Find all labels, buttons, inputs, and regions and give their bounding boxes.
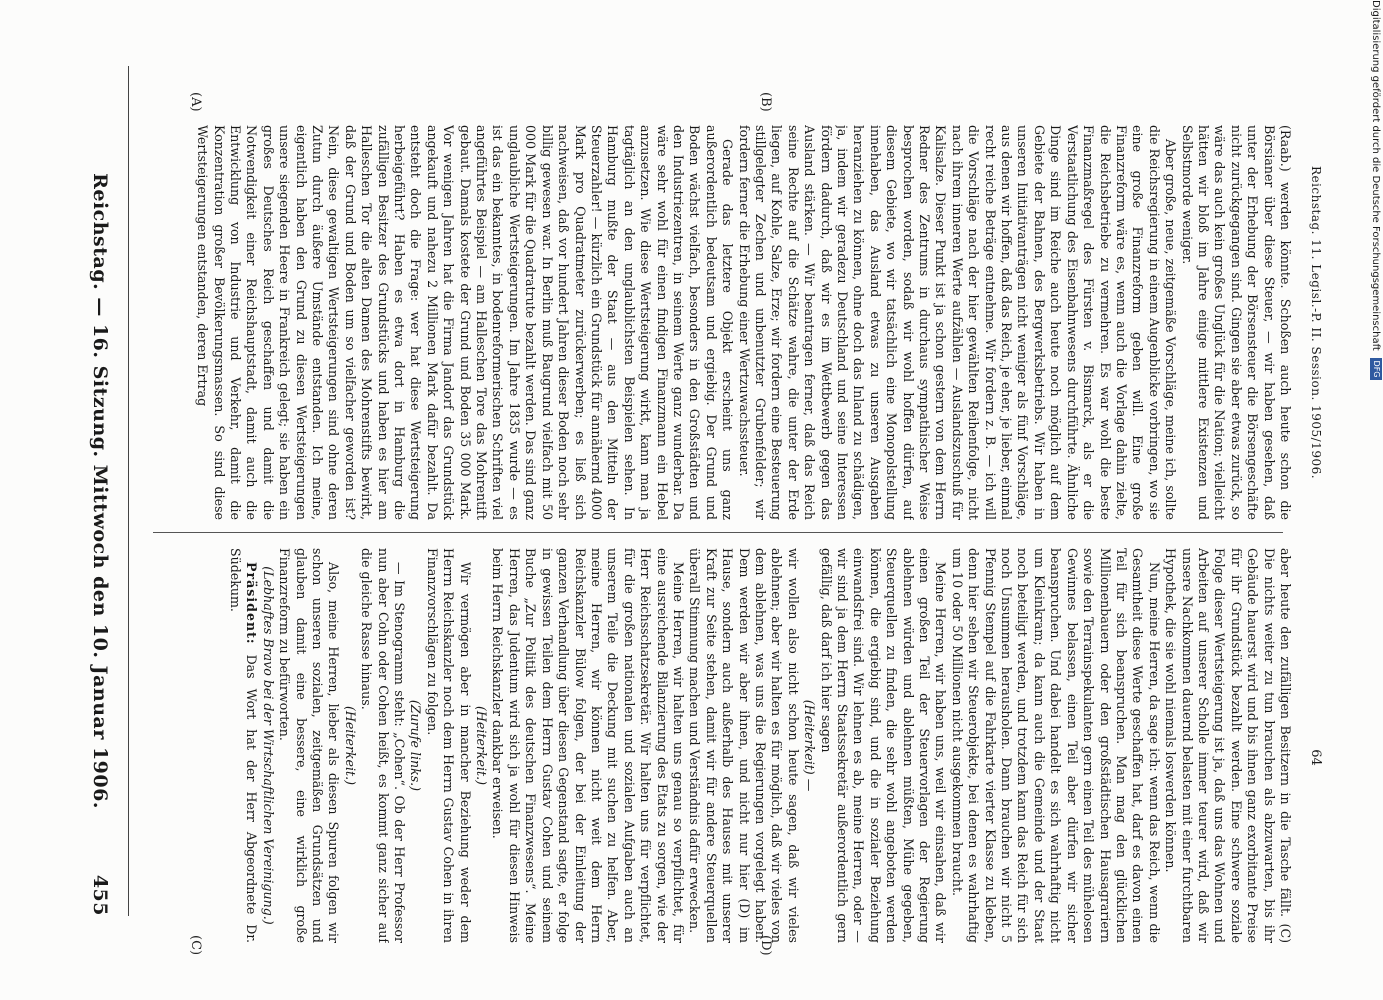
paragraph: Gerade das letztere Objekt erscheint uns ganz außerordentlich bedeutsam und ergiebig. Der Grund und Boden wächst vielfach, besonders in den Großstädten und den Industriezentren, in seinem Werte ganz wunderbar. Da wäre sehr wohl für einen findigen Finanzmann ein Hebel anzusetzen. Wie diese Wertsteigerung wirkt, kann man ja tagtäglich an den unglaublichsten Beispielen sehen. In Hamburg mußte der Staat — aus den Mitteln der Steuerzahler! — kürzlich ein Grundstück für annähernd 4000 Mark pro Quadratmeter zurückerwerben; es ließ sich nachweisen, daß vor hundert Jahren dieser Boden noch sehr billig gewesen war. In Berlin muß Baugrund vielfach mit 50 000 Mark für die Quadratrute bezahlt werden. Das sind ganz unglaubliche Wertsteigerungen. Im Jahre 1835 wurde — es ist das ein bekanntes, in bodenreformerischen Schriften viel angeführtes Beispiel — am Halleschen Tore das Mohrentift gebaut. Damals kostete der Grund und Boden 35 000 Mark. Vor wenigen Jahren hat die Firma Jandorf das Grundstück angekauft und nahezu 2 Millionen Mark dafür bezahlt. Da entsteht doch die Frage: wer hat diese Wertsteigerung herbeigeführt? Haben es etwa dort in Hamburg die zufälligen Besitzer des Grundstücks und haben es hier am Halleschen Tor die alten Damen des Mohrenstifts bewirkt, daß der Grund und Boden um so vielfacher geworden ist? Nein, diese gewaltigen Wertsteigerungen sind ohne deren Zutun durch äußere Umstände entstanden. Ich meine, eigentlich haben den Grund zu diesen Wertsteigerungen unsere siegenden Heere in Frankreich gelegt; sie haben ein großes Deutsches Reich geschaffen und damit die Notwendigkeit einer Reichshauptstadt, damit auch die Entwicklung von Industrie und Verkehr, damit die Konzentration großer Bevölkerungsmassen. So sind diese Wertsteigerungen entstanden, deren Ertrag xyxy=(195,125,736,520)
header-title: Reichstag. — 16. Sitzung. Mittwoch den 10. Januar 1906. xyxy=(89,173,111,809)
paragraph: — Im Stenogramm steht: „Cohen“. Ob der Herr Professor nun aber Cohn oder Cohen heißt, es kommt ganz sicher auf die gleiche Rasse hinaus. xyxy=(359,548,408,943)
paragraph: Wir vermögen aber in mancher Beziehung weder dem Herrn Reichskanzler noch dem Herrn Gustav Cohen in ihren Finanzvorschlägen zu folgen. xyxy=(424,548,473,943)
page-footer: Reichstag. 11. Legisl.-P. II. Session. 1905/1906. xyxy=(1309,165,1323,480)
interjection: (Heiterkeit) — xyxy=(802,699,818,792)
paragraph: Meine Herren, wir halten uns genau so verpflichtet, für eine ausreichende Bilanzierung des Etats zu sorgen, wie der Herr Reichsschatzsekretär. Wir halten uns für verpflichtet, für die großen nationalen und sozialen Aufgaben auch an unserem Teile die Deckung mit suchen zu helfen. Aber, meine Herren, wir können nicht weit dem Herrn Reichskanzler Bülow folgen, der bei der Einleitung der ganzen Verhandlung über diesen Gegenstand sagte, er folge in gewissen Teilen dem Herrn Gustav Cohen und seinem Buche „Zur Politik des deutschen Finanzwesens“. Meine Herren, das Judentum wird sich ja wohl für diesen Hinweis beim Herrn Reichskanzler dankbar erweisen. xyxy=(490,548,686,943)
paragraph: (Raab.) werden könnte. Schoßen auch heute schon die Börsianer über diese Steuer, — wir haben gesehen, daß unter der Erhebung der Börsensteuer die Börsengeschäfte nicht zurückgegangen sind. Gingen sie aber etwas zurück, so wäre das auch kein großes Unglück für die Nation; vielleicht hätten wir bloß im Jahre einige mittlere Existenzen und Selbstmorde weniger. xyxy=(1179,125,1293,520)
margin-letter-a: (A) xyxy=(188,92,203,112)
right-column xyxy=(143,548,1293,943)
paragraph: Also, meine Herren, lieber als diesen Spuren folgen wir schon unseren sozialen, zeitgemäßen Grundsätzen und glauben damit eine bessere, eine wirklich große Finanzreform zu befürworten. xyxy=(277,548,342,943)
header-rule xyxy=(128,66,129,916)
page-number: 455 xyxy=(89,874,111,916)
speaker-text: Das Wort hat der Herr Abgeordnete Dr. Südekum. xyxy=(228,548,260,943)
credit-text: Digitalisierung gefördert durch die Deutsche Forschungsgemeinschaft xyxy=(1370,0,1381,351)
margin-letter-c: (C) xyxy=(188,935,203,956)
paragraph: aber heute den zufälligen Besitzern in die Tasche fällt. (C) Die nichts weiter zu tun brauchen als abzuwarten, bis ihr Gebäude hauerst wird und bis ihnen ganz exorbitante Preise für ihr Grundstück bezahlt werden. Eine schwere soziale Folge dieser Wertsteigerung ist ja, daß uns das Wohnen und Arbeiten auf unserer Scholle immer teurer wird, daß wir unsere Nachkommen dauernd belasten mit einer furchtbaren Hypothek, die sie wohl niemals loswerden können. xyxy=(1163,548,1293,943)
column-divider xyxy=(153,532,1283,533)
paragraph: Aber große, neue, zeitgemäße Vorschläge, meine ich, sollte die Reichsregierung in einem Augenblicke vorbringen, wo sie eine große Finanzreform geben will. Eine große Finanzreform wäre es, wenn auch die Vorlage dahin zielte, die Reichsbetriebe zu vermehren. Es war wohl die beste Finanzmaßregel des Fürsten v. Bismarck, als er die Verstaatlichung des Eisenbahnwesens durchführte. Ähnliche Dinge sind im Reiche auch heute noch möglich auf dem Gebiete der Bahnen, des Bergwerksbetriebs. Wir haben in unseren Initiativanträgen nicht weniger als fünf Vorschläge, aus denen wir hoffen, daß das Reich, je eher, je lieber, einmal recht reiche Beträge entnehme. Wir fordern z. B. — ich will die Vorschläge nach der hier gewählten Reihenfolge, nicht nach ihrem inneren Werte aufzählen — Auslandszuschuß für Kalisalze. Dieser Punkt ist ja schon gestern von dem Herrn Redner des Zentrums in durchaus sympathischer Weise besprochen worden, sodaß wir wohl hoffen dürfen, auf diesem Gebiete, wo wir tatsächlich eine Monopolstellung innehaben, das Ausland etwas zu unseren Ausgaben heranziehen zu können, ohne doch das Inland zu schädigen, ja, indem wir geradezu Deutschland und seine Interessen fördern dadurch, daß wir es im Wettbewerb gegen das Ausland stärken. — Wir beantragen ferner, daß das Reich seine Rechte auf die Schätze wahre, die unter der Erde liegen, auf Kohle, Salze, Erze; wir fordern eine Besteuerung stillgelegter Zechen und unbenutzter Grubenfelder; wir fordern ferner die Erhebung einer Wertzuwachssteuer. xyxy=(736,125,1179,520)
speaker-line xyxy=(227,548,260,943)
paragraph: Meine Herren, wir haben uns, weil wir einsahen, daß wir einen großen Teil der Steuervorlagen der Regierung ablehnen würden und ablehnen müßten, Mühe gegeben, Steuerquellen zu finden, die sehr wohl angeboten werden können, die ergiebig sind, und die in sozialer Beziehung einwandsfrei sind. Wir lehnen es ab, meine Herren, oder — wir sind ja dem Herrn Staatssekretär außerordentlich gern gefällig, daß darf ich hier sagen xyxy=(818,548,949,943)
folio-number: 64 xyxy=(1308,749,1323,766)
interjection: (Zurufe links.) xyxy=(408,699,424,792)
interjection: (Heiterkeit.) xyxy=(474,706,490,785)
left-column xyxy=(143,125,1293,520)
interjection: (Lebhaftes Bravo bei der Wirtschaftlichen Vereinigung.) xyxy=(260,566,276,925)
dfg-logo-icon: DFG xyxy=(1370,358,1382,380)
paragraph: wir wollen also nicht schon heute sagen, daß wir vieles ablehnen; aber wir halten es für möglich, daß wir vieles von dem ablehnen, was uns die Regierungen vorgelegt haben. Dem werden wir aber ihnen, und nicht nur hier (D) im Hause, sondern auch außerhalb des Hauses mit unserer Kraft zur Seite stehen, damit wir für andere Steuerquellen überall Stimmung machen und Verständnis dafür erwecken. xyxy=(687,548,801,943)
digitization-credit xyxy=(1367,0,1383,1000)
speaker-label: Präsident: xyxy=(244,562,260,645)
margin-letter-b: (B) xyxy=(758,92,773,112)
interjection: (Heiterkeit.) xyxy=(342,706,358,785)
margin-letter-d: (D) xyxy=(758,935,773,956)
paragraph: Nun, meine Herren, da sage ich: wenn das Reich, wenn die Gesamtheit diese Werte geschaffen hat, darf es davon einen Teil für sich beanspruchen. Man mag den glücklichen Millionenbauern oder den großstädtischen Hausagrariern sowie den Terrainspekulanten gern einen Teil des mühelosen Gewinnes belassen, einen Teil aber dürfen wir sicher beanspruchen. Und dabei handelt es sich wahrhaftig nicht um Kleinkram; da kann auch die Gemeinde und der Staat noch beteiligt werden, und trotzdem kann das Reich für sich noch Unsummen herausholen. Dann brauchen wir nicht 5 Pfennig Stempel auf die Fahrkarte vierter Klasse zu kleben, denn hier sehen wir Steuerobjekte, bei denen es wahrhaftig um 10 oder 50 Millionen nicht ausgekommen braucht. xyxy=(949,548,1162,943)
page-header xyxy=(89,66,117,916)
